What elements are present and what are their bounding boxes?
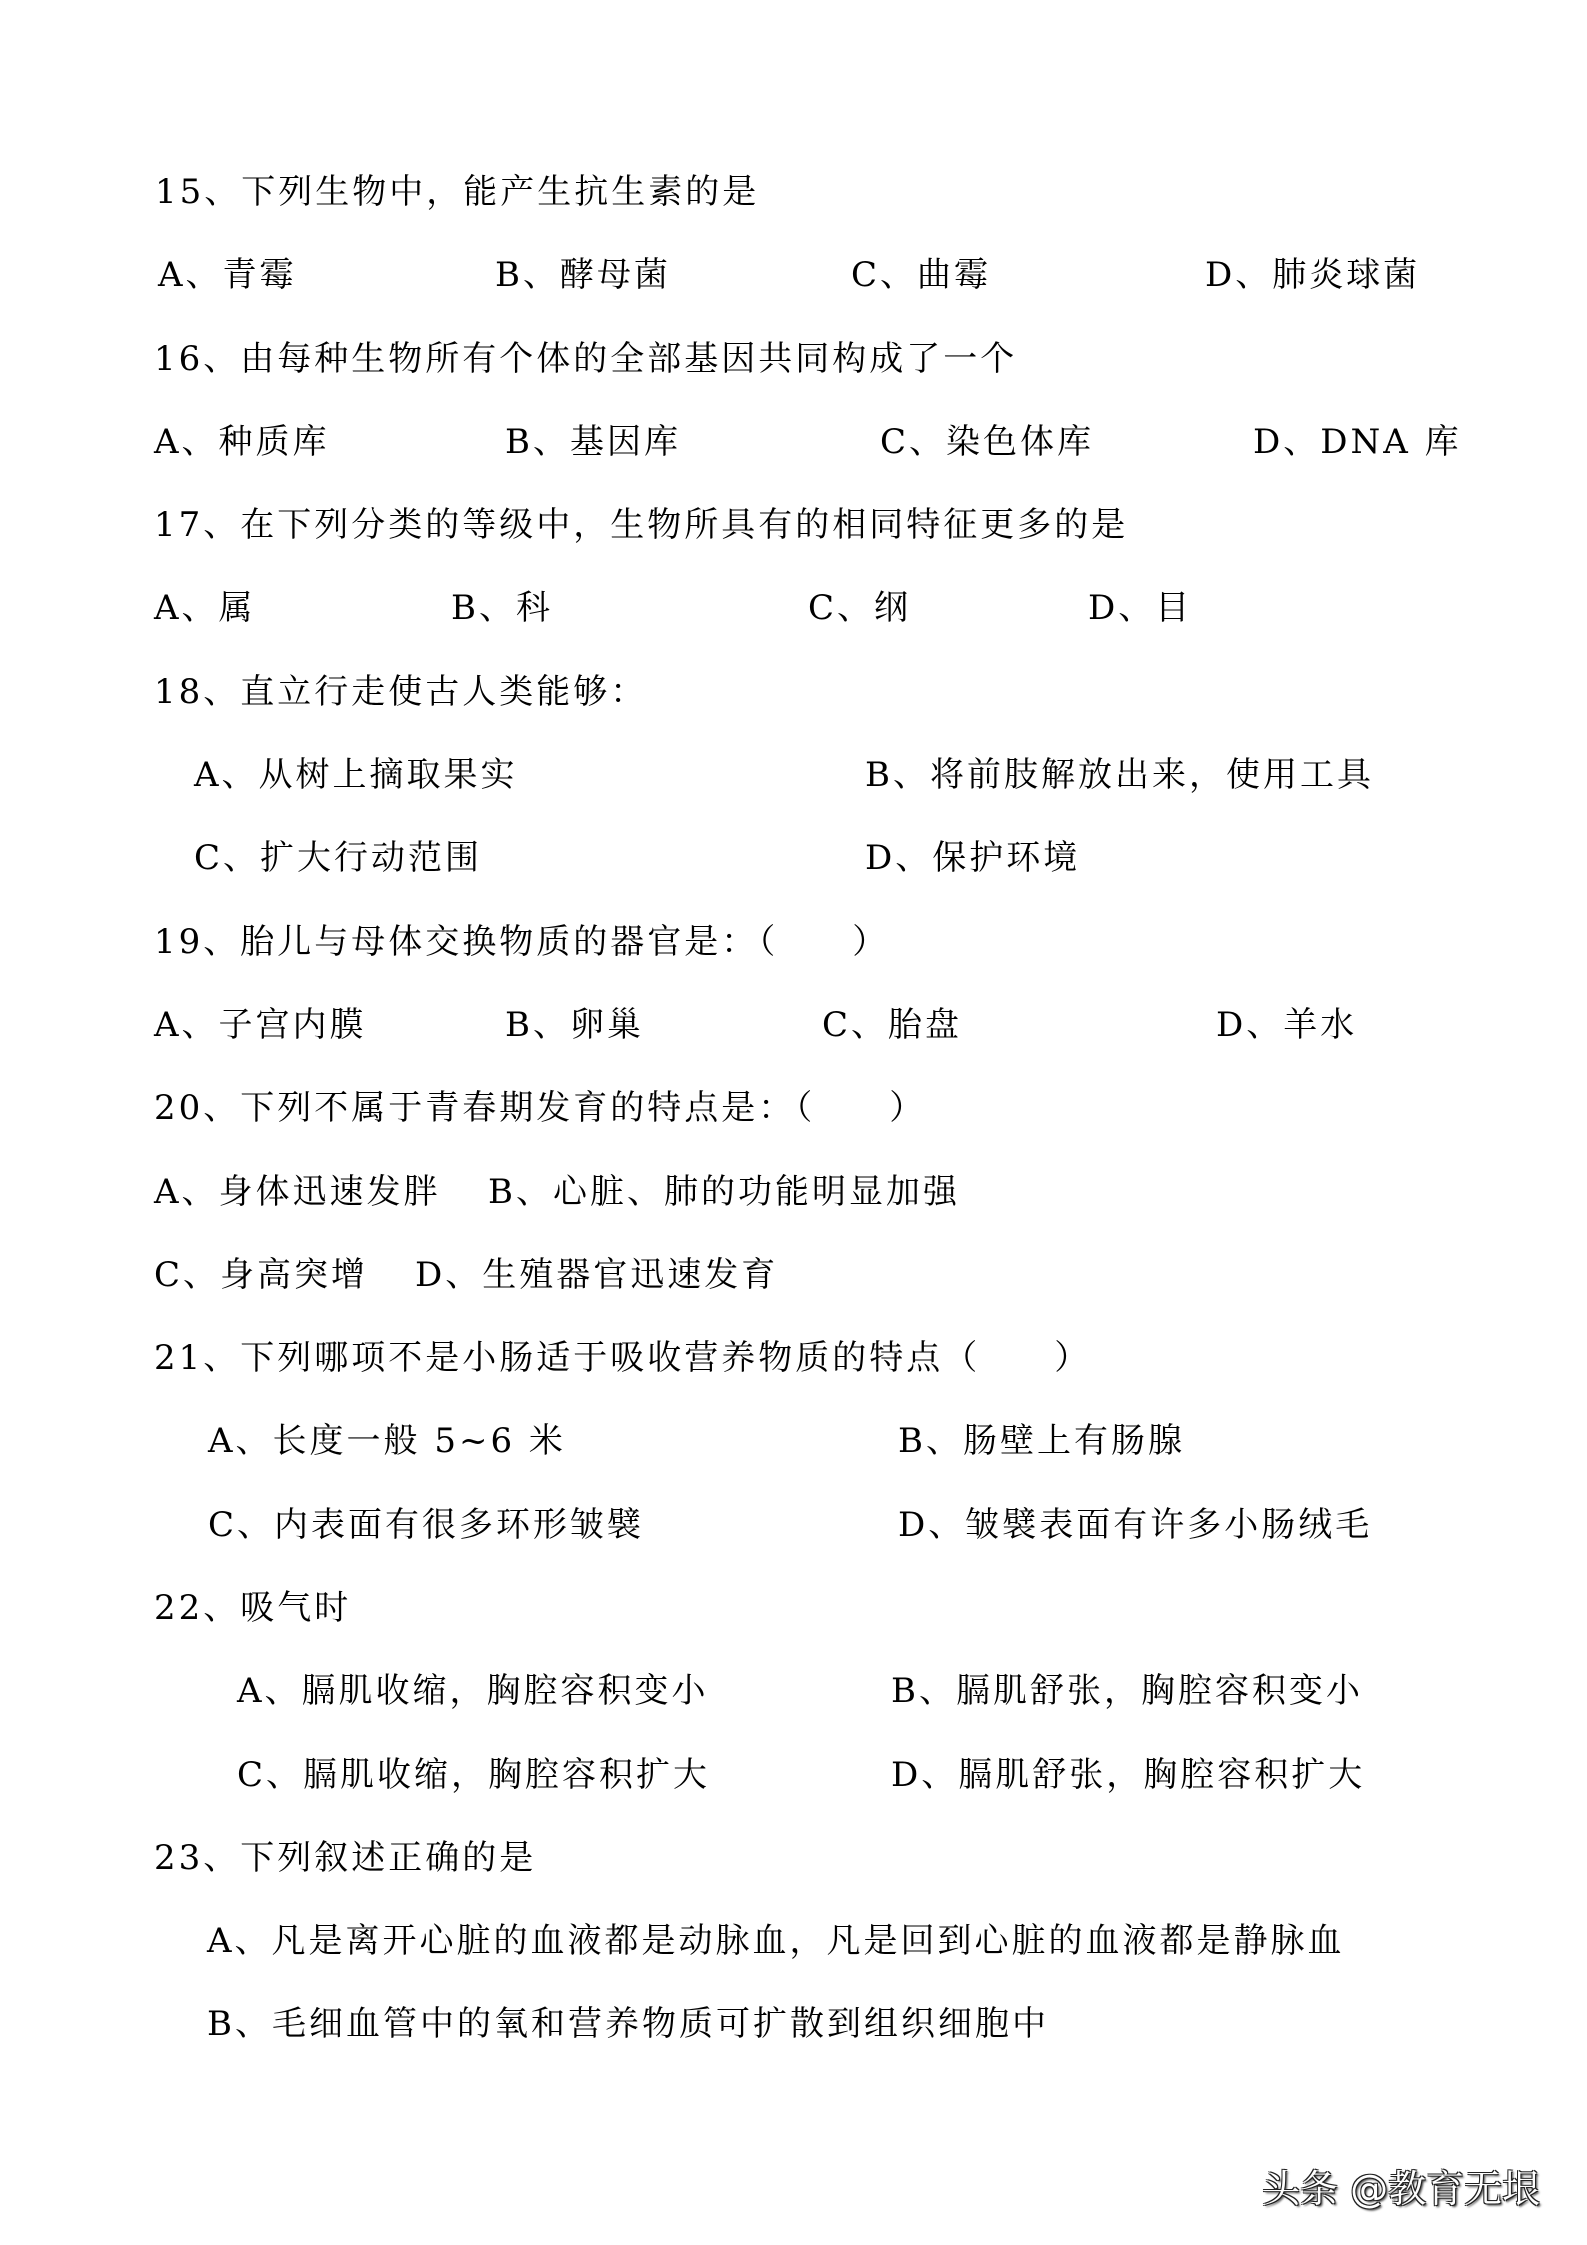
- question-21-option-b: B、肠壁上有肠腺: [898, 1421, 1185, 1461]
- question-17-option-d: D、目: [1088, 588, 1193, 628]
- question-17-option-a: A、属: [154, 588, 256, 628]
- question-21-option-a: A、长度一般 5~6 米: [208, 1421, 566, 1461]
- question-17-option-c: C、纲: [808, 588, 912, 628]
- question-22-option-a: A、膈肌收缩，胸腔容积变小: [237, 1671, 709, 1711]
- question-23-stem: 23、下列叙述正确的是: [154, 1838, 537, 1878]
- question-20-option-b: B、心脏、肺的功能明显加强: [488, 1172, 960, 1212]
- question-18-option-a: A、从树上摘取果实: [194, 755, 518, 795]
- question-15-option-c: C、曲霉: [851, 255, 992, 295]
- question-22-option-d: D、膈肌舒张，胸腔容积扩大: [891, 1755, 1366, 1795]
- question-16-option-c: C、染色体库: [880, 422, 1095, 462]
- question-21-option-d: D、皱襞表面有许多小肠绒毛: [898, 1505, 1373, 1545]
- question-19-stem: 19、胎儿与母体交换物质的器官是：（ ）: [154, 922, 890, 962]
- question-19-option-c: C、胎盘: [822, 1005, 963, 1045]
- question-18-option-d: D、保护环境: [865, 838, 1081, 878]
- question-19-option-b: B、卵巢: [505, 1005, 644, 1045]
- question-21-stem: 21、下列哪项不是小肠适于吸收营养物质的特点（ ）: [154, 1338, 1092, 1378]
- question-16-stem: 16、由每种生物所有个体的全部基因共同构成了一个: [154, 339, 1018, 379]
- question-16-option-d: D、DNA 库: [1253, 422, 1462, 462]
- question-17-option-b: B、科: [451, 588, 553, 628]
- question-23-option-a: A、凡是离开心脏的血液都是动脉血，凡是回到心脏的血液都是静脉血: [207, 1921, 1345, 1961]
- question-22-option-c: C、膈肌收缩，胸腔容积扩大: [237, 1755, 711, 1795]
- question-16-option-b: B、基因库: [505, 422, 681, 462]
- question-15-option-b: B、酵母菌: [495, 255, 671, 295]
- question-15-stem: 15、下列生物中，能产生抗生素的是: [155, 172, 760, 212]
- question-15-option-d: D、肺炎球菌: [1205, 255, 1421, 295]
- question-20-option-a: A、身体迅速发胖: [154, 1172, 441, 1212]
- question-20-option-d: D、生殖器官迅速发育: [415, 1255, 779, 1295]
- question-22-stem: 22、吸气时: [154, 1588, 352, 1628]
- question-19-option-d: D、羊水: [1216, 1005, 1358, 1045]
- question-23-option-b: B、毛细血管中的氧和营养物质可扩散到组织细胞中: [207, 2004, 1049, 2044]
- question-15-option-a: A、青霉: [158, 255, 297, 295]
- question-21-option-c: C、内表面有很多环形皱襞: [208, 1505, 645, 1545]
- watermark-text: 头条 @教育无垠: [1262, 2167, 1541, 2211]
- question-18-option-b: B、将前肢解放出来，使用工具: [865, 755, 1374, 795]
- question-16-option-a: A、种质库: [154, 422, 330, 462]
- question-20-stem: 20、下列不属于青春期发育的特点是：（ ）: [154, 1088, 927, 1128]
- question-18-option-c: C、扩大行动范围: [194, 838, 483, 878]
- question-20-option-c: C、身高突增: [154, 1255, 369, 1295]
- question-17-stem: 17、在下列分类的等级中，生物所具有的相同特征更多的是: [154, 505, 1129, 545]
- question-18-stem: 18、直立行走使古人类能够：: [154, 672, 648, 712]
- question-22-option-b: B、膈肌舒张，胸腔容积变小: [891, 1671, 1363, 1711]
- question-19-option-a: A、子宫内膜: [154, 1005, 367, 1045]
